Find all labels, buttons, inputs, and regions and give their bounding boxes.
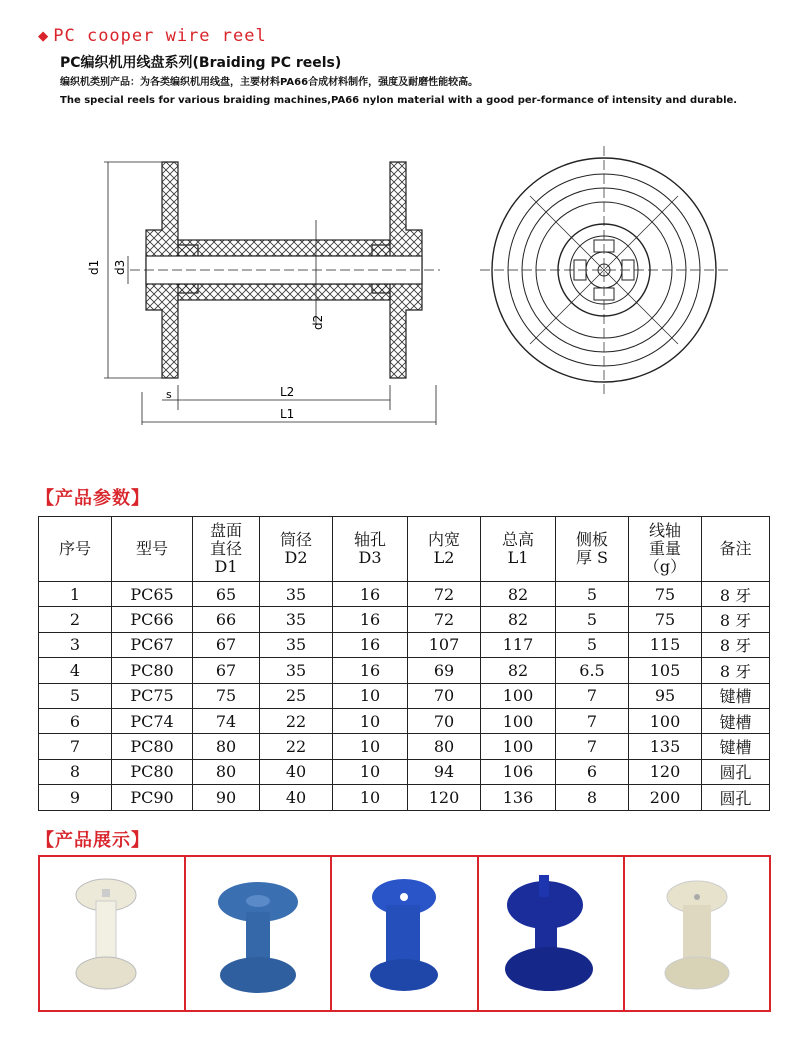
table-cell: 16 — [333, 582, 408, 607]
label-l2: L2 — [280, 385, 295, 399]
table-cell: 82 — [481, 658, 556, 683]
table-cell: 5 — [556, 632, 629, 657]
table-cell: 90 — [193, 785, 260, 810]
description-en: The special reels for various braiding machines,PA66 nylon material with a good per-formance of intensity and durable. — [60, 95, 738, 106]
table-cell: 5 — [556, 607, 629, 632]
table-cell: 10 — [333, 785, 408, 810]
table-cell: 105 — [629, 658, 702, 683]
table-cell: 35 — [260, 582, 333, 607]
gallery-cell — [479, 857, 625, 1010]
table-cell: 100 — [481, 683, 556, 708]
table-cell: 10 — [333, 759, 408, 784]
reel-photo-1 — [40, 857, 182, 1010]
technical-drawing — [87, 150, 730, 440]
table-row — [39, 582, 770, 607]
description-cn: 编织机类别产品：为各类编织机用线盘，主要材料PA66合成材料制作，强度及耐磨性能较高。 — [60, 77, 479, 88]
table-cell: 7 — [39, 734, 112, 759]
table-cell: 70 — [408, 683, 481, 708]
table-cell: 22 — [260, 734, 333, 759]
table-cell: 25 — [260, 683, 333, 708]
table-row — [39, 759, 770, 784]
table-row — [39, 607, 770, 632]
table-cell: 10 — [333, 708, 408, 733]
table-cell: 82 — [481, 607, 556, 632]
table-cell: 74 — [193, 708, 260, 733]
table-cell: 72 — [408, 607, 481, 632]
col-model: 型号 — [112, 517, 193, 582]
table-cell: 40 — [260, 785, 333, 810]
label-s: s — [166, 388, 172, 401]
table-cell: 1 — [39, 582, 112, 607]
table-cell: 65 — [193, 582, 260, 607]
table-cell: 8 牙 — [702, 582, 770, 607]
table-cell: PC74 — [112, 708, 193, 733]
col-l2: 内宽 L2 — [408, 517, 481, 582]
gallery-cell — [40, 857, 186, 1010]
table-cell: 75 — [629, 607, 702, 632]
table-cell: 117 — [481, 632, 556, 657]
label-d1: d1 — [87, 259, 101, 275]
table-cell: 70 — [408, 708, 481, 733]
table-cell: 40 — [260, 759, 333, 784]
table-cell: 5 — [39, 683, 112, 708]
table-cell: 35 — [260, 607, 333, 632]
table-cell: PC80 — [112, 658, 193, 683]
table-cell: 键槽 — [702, 683, 770, 708]
table-cell: 66 — [193, 607, 260, 632]
title-text: PC cooper wire reel — [53, 26, 267, 46]
label-l1: L1 — [280, 407, 295, 421]
table-cell: 67 — [193, 658, 260, 683]
gallery-cell — [186, 857, 332, 1010]
table-cell: 115 — [629, 632, 702, 657]
table-cell: 106 — [481, 759, 556, 784]
table-cell: 10 — [333, 734, 408, 759]
col-note: 备注 — [702, 517, 770, 582]
table-cell: 100 — [481, 708, 556, 733]
table-cell: 94 — [408, 759, 481, 784]
gallery-cell — [332, 857, 478, 1010]
table-row — [39, 734, 770, 759]
table-cell: 136 — [481, 785, 556, 810]
page-title — [38, 26, 267, 46]
front-view — [480, 146, 728, 394]
table-cell: PC90 — [112, 785, 193, 810]
table-cell: 圆孔 — [702, 759, 770, 784]
reel-photo-4 — [479, 857, 621, 1010]
table-cell: 82 — [481, 582, 556, 607]
table-cell: 8 — [39, 759, 112, 784]
col-s: 侧板 厚 S — [556, 517, 629, 582]
table-cell: 16 — [333, 632, 408, 657]
col-l1: 总高 L1 — [481, 517, 556, 582]
table-cell: 9 — [39, 785, 112, 810]
table-cell: 7 — [556, 683, 629, 708]
reel-photo-5 — [625, 857, 767, 1010]
table-cell: 10 — [333, 683, 408, 708]
table-cell: PC66 — [112, 607, 193, 632]
table-cell: 7 — [556, 708, 629, 733]
col-d1: 盘面 直径 D1 — [193, 517, 260, 582]
table-cell: 6.5 — [556, 658, 629, 683]
table-cell: 8 牙 — [702, 607, 770, 632]
table-cell: 8 牙 — [702, 632, 770, 657]
table-header-row — [39, 517, 770, 582]
table-cell: 2 — [39, 607, 112, 632]
table-cell: 67 — [193, 632, 260, 657]
table-row — [39, 658, 770, 683]
table-row — [39, 683, 770, 708]
table-cell: 5 — [556, 582, 629, 607]
table-cell: 95 — [629, 683, 702, 708]
table-cell: 4 — [39, 658, 112, 683]
table-cell: 80 — [408, 734, 481, 759]
section-params: 【产品参数】 — [36, 488, 150, 509]
table-cell: 120 — [408, 785, 481, 810]
table-cell: 72 — [408, 582, 481, 607]
gallery-cell — [625, 857, 769, 1010]
table-cell: 35 — [260, 632, 333, 657]
table-cell: 100 — [629, 708, 702, 733]
product-gallery — [38, 855, 771, 1012]
table-cell: 100 — [481, 734, 556, 759]
table-cell: 16 — [333, 607, 408, 632]
table-cell: 键槽 — [702, 734, 770, 759]
label-d2: d2 — [311, 314, 325, 330]
table-cell: 16 — [333, 658, 408, 683]
table-cell: 7 — [556, 734, 629, 759]
table-cell: 键槽 — [702, 708, 770, 733]
table-row — [39, 632, 770, 657]
table-row — [39, 785, 770, 810]
table-cell: 8 — [556, 785, 629, 810]
reel-photo-2 — [186, 857, 328, 1010]
table-cell: 69 — [408, 658, 481, 683]
table-cell: 200 — [629, 785, 702, 810]
table-cell: 75 — [629, 582, 702, 607]
table-cell: 6 — [39, 708, 112, 733]
table-cell: 22 — [260, 708, 333, 733]
side-view — [130, 162, 440, 378]
table-row — [39, 708, 770, 733]
table-cell: PC80 — [112, 759, 193, 784]
table-cell: 35 — [260, 658, 333, 683]
table-cell: 120 — [629, 759, 702, 784]
bullet-icon: ◆ — [38, 26, 50, 46]
reel-photo-3 — [332, 857, 474, 1010]
col-d3: 轴孔 D3 — [333, 517, 408, 582]
spec-table — [38, 516, 770, 811]
table-cell: 107 — [408, 632, 481, 657]
table-cell: 135 — [629, 734, 702, 759]
col-weight: 线轴 重量 （g） — [629, 517, 702, 582]
table-cell: 3 — [39, 632, 112, 657]
table-cell: PC65 — [112, 582, 193, 607]
table-cell: PC67 — [112, 632, 193, 657]
col-index: 序号 — [39, 517, 112, 582]
label-d3: d3 — [113, 259, 127, 275]
table-cell: 圆孔 — [702, 785, 770, 810]
col-d2: 筒径 D2 — [260, 517, 333, 582]
table-cell: PC75 — [112, 683, 193, 708]
table-cell: PC80 — [112, 734, 193, 759]
table-cell: 80 — [193, 759, 260, 784]
table-cell: 80 — [193, 734, 260, 759]
table-cell: 6 — [556, 759, 629, 784]
subtitle: PC编织机用线盘系列(Braiding PC reels) — [60, 55, 342, 71]
table-cell: 75 — [193, 683, 260, 708]
table-cell: 8 牙 — [702, 658, 770, 683]
section-display: 【产品展示】 — [36, 830, 150, 851]
